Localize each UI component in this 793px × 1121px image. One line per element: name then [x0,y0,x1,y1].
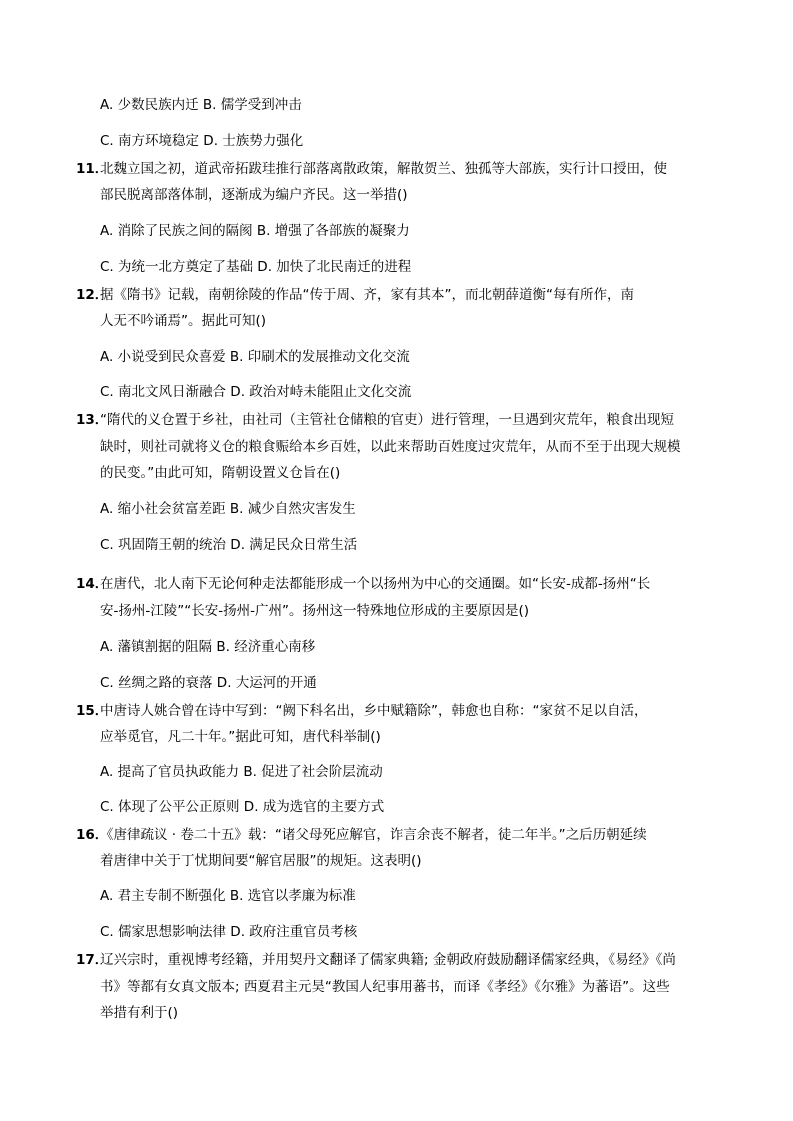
q14-stem-line1: 在唐代，北人南下无论何种走法都能形成一个以扬州为中心的交通圈。如“长安-成都-扬州“长 [100,576,651,592]
q17-stem-line3: 举措有利于() [100,1005,179,1021]
q16-stem-line1: 《唐律疏议 · 卷二十五》载：“诸父母死应解官，诈言余丧不解者，徒二年半。”之后历朝延续 [100,827,647,843]
q12-option-ab: A. 小说受到民众喜爱 B. 印刷术的发展推动文化交流 [100,349,410,365]
q14-option-cd: C. 丝绸之路的衰落 D. 大运河的开通 [100,675,317,691]
q13-number: 13． [76,412,109,428]
q15-number: 15． [76,703,109,719]
q12-number: 12． [76,287,109,303]
q15-stem-line1: 中唐诗人姚合曾在诗中写到：“阙下科名出，乡中赋籍除”，韩愈也自称：“家贫不足以自活， [100,703,648,719]
q12-option-cd: C. 南北文风日渐融合 D. 政治对峙未能阻止文化交流 [100,384,412,400]
q12-stem-line2: 人无不吟诵焉”。据此可知() [100,313,267,329]
q11-stem-line2: 部民脱离部落体制，逐渐成为编户齐民。这一举措() [100,187,408,203]
q16-option-ab: A. 君主专制不断强化 B. 选官以孝廉为标准 [100,888,356,904]
q11-number: 11． [76,161,109,177]
q10-option-ab: A. 少数民族内迁 B. 儒学受到冲击 [100,97,302,113]
q11-option-cd: C. 为统一北方奠定了基础 D. 加快了北民南迁的进程 [100,259,412,275]
q15-option-cd: C. 体现了公平公正原则 D. 成为选官的主要方式 [100,799,385,815]
q11-stem-line1: 北魏立国之初，道武帝拓跋珪推行部落离散政策，解散贺兰、独孤等大部族，实行计口授田，使 [100,161,667,177]
q15-stem-line2: 应举觅官，凡二十年。”据此可知，唐代科举制() [100,729,381,745]
q14-number: 14． [76,576,109,592]
q10-option-cd: C. 南方环境稳定 D. 士族势力强化 [100,133,304,149]
q17-stem-line1: 辽兴宗时，重视博考经籍，并用契丹文翻译了儒家典籍; 金朝政府鼓励翻译儒家经典，《易经》《尚 [100,952,676,968]
q15-option-ab: A. 提高了官员执政能力 B. 促进了社会阶层流动 [100,764,383,780]
q17-number: 17． [76,952,109,968]
q17-stem-line2: 书》等都有女真文版本; 西夏君主元昊“教国人纪事用蕃书，而译《孝经》《尔雅》为蕃语”。这些 [100,979,670,995]
q14-option-ab: A. 藩镇割据的阻隔 B. 经济重心南移 [100,639,316,655]
q13-option-cd: C. 巩固隋王朝的统治 D. 满足民众日常生活 [100,537,358,553]
q12-stem-line1: 据《隋书》记载，南朝徐陵的作品“传于周、齐，家有其本”，而北朝薛道衡“每有所作，南 [100,287,634,303]
q13-option-ab: A. 缩小社会贫富差距 B. 减少自然灾害发生 [100,501,356,517]
q14-stem-line2: 安-扬州-江陵”“长安-扬州-广州”。扬州这一特殊地位形成的主要原因是() [100,603,529,619]
q13-stem-line1: “隋代的义仓置于乡社，由社司（主管社仓储粮的官吏）进行管理，一旦遇到灾荒年，粮食出现短 [100,412,674,428]
q13-stem-line2: 缺时，则社司就将义仓的粮食赈给本乡百姓，以此来帮助百姓度过灾荒年，从而不至于出现大规模 [100,439,681,455]
q13-stem-line3: 的民变。”由此可知，隋朝设置义仓旨在() [100,465,341,481]
q16-number: 16． [76,827,109,843]
q16-stem-line2: 着唐律中关于丁忧期间要“解官居服”的规矩。这表明() [100,853,422,869]
q16-option-cd: C. 儒家思想影响法律 D. 政府注重官员考核 [100,924,358,940]
q11-option-ab: A. 消除了民族之间的隔阂 B. 增强了各部族的凝聚力 [100,223,410,239]
